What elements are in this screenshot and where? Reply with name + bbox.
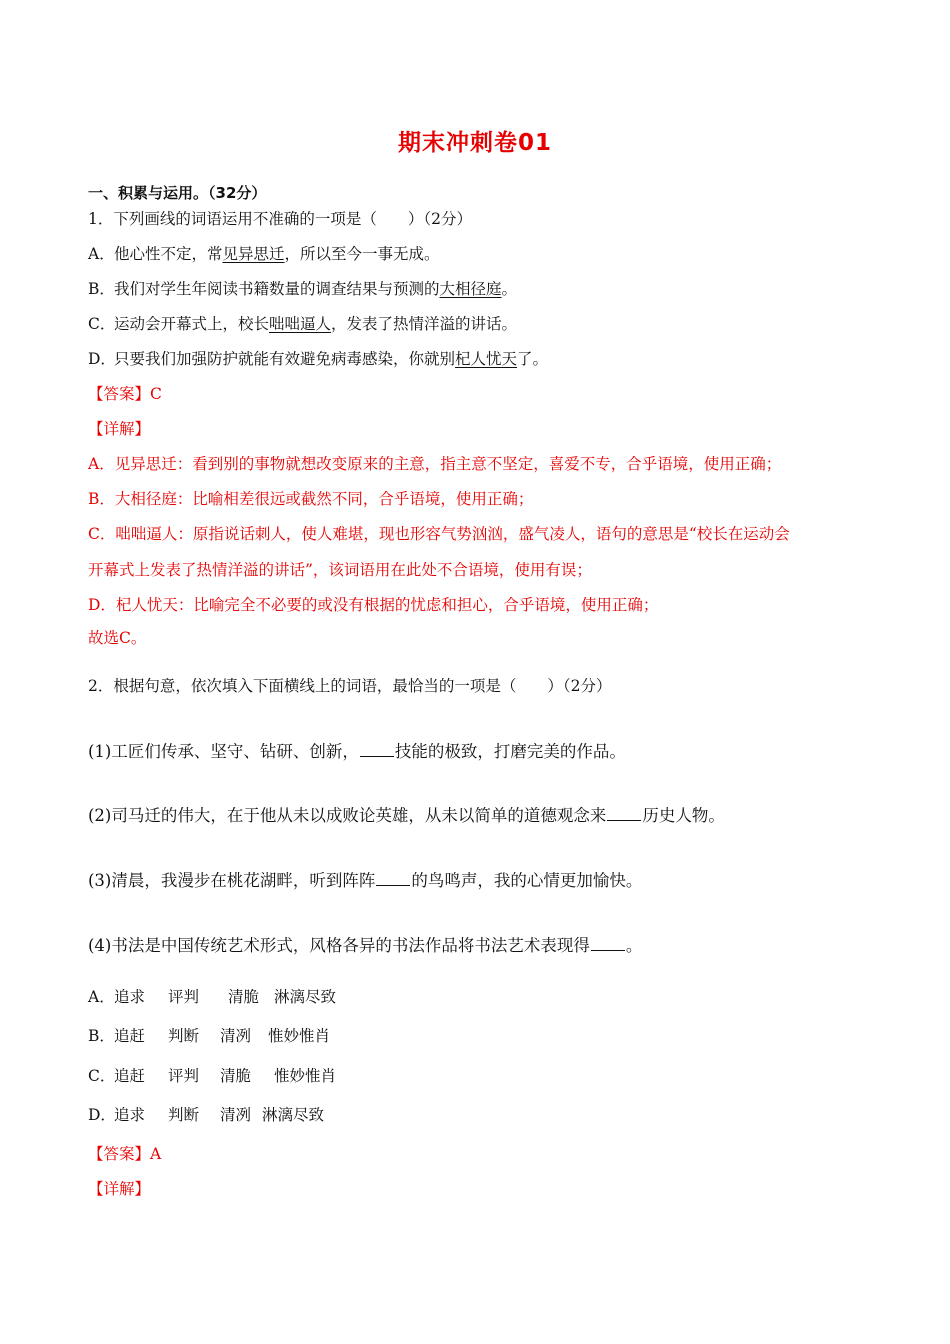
underlined-idiom: 见异思迁 bbox=[222, 245, 285, 263]
q2-option-d bbox=[88, 1103, 324, 1125]
sentence-text: 历史人物。 bbox=[642, 806, 725, 825]
option-text: 。 bbox=[501, 280, 518, 298]
q2-sentence-2 bbox=[88, 802, 725, 826]
q1-option-c bbox=[88, 312, 517, 334]
q1-answer bbox=[88, 382, 162, 404]
option-text: ，发表了热情洋溢的讲话。 bbox=[331, 315, 518, 333]
q1-explanation-d: D．杞人忧天：比喻完全不必要的或没有根据的忧虑和担心，合乎语境，使用正确； bbox=[88, 596, 659, 614]
q1-option-d bbox=[88, 347, 548, 369]
q1-explanation-c: C．咄咄逼人：原指说话刺人，使人难堪，现也形容气势汹汹，盛气凌人，语句的意思是“校长在运动会 bbox=[88, 525, 790, 543]
option-word: 追赶 bbox=[114, 1027, 146, 1045]
option-text: 运动会开幕式上，校长 bbox=[114, 315, 270, 333]
option-word: 追赶 bbox=[114, 1067, 146, 1085]
option-word: 淋漓尽致 bbox=[262, 1106, 325, 1124]
sentence-text: 技能的极致，打磨完美的作品。 bbox=[394, 742, 626, 761]
q2-option-b bbox=[88, 1024, 330, 1046]
q1-detail-tag: 【详解】 bbox=[88, 420, 151, 438]
answer-tag: 【答案】 bbox=[88, 385, 151, 403]
option-text: ，所以至今一事无成。 bbox=[284, 245, 440, 263]
q2-option-a bbox=[88, 985, 336, 1007]
option-word: 淋漓尽致 bbox=[274, 988, 337, 1006]
sentence-number: (3) bbox=[88, 871, 112, 890]
underlined-idiom: 杞人忧天 bbox=[455, 350, 518, 368]
q2-sentence-1 bbox=[88, 738, 626, 762]
option-word: 评判 bbox=[168, 1067, 200, 1085]
q1-option-a bbox=[88, 242, 440, 264]
option-word: 评判 bbox=[168, 988, 200, 1006]
sentence-text: 清晨，我漫步在桃花湖畔，听到阵阵 bbox=[111, 871, 376, 890]
option-text: 只要我们加强防护就能有效避免病毒感染，你就别 bbox=[114, 350, 456, 368]
option-word: 清冽 bbox=[220, 1027, 252, 1045]
option-word: 清脆 bbox=[220, 1067, 252, 1085]
q2-detail-tag: 【详解】 bbox=[88, 1180, 151, 1198]
option-text: 他心性不定，常 bbox=[114, 245, 223, 263]
q2-sentence-3 bbox=[88, 867, 642, 891]
q2-answer bbox=[88, 1142, 161, 1164]
underlined-idiom: 大相径庭 bbox=[439, 280, 502, 298]
option-word: 清脆 bbox=[228, 988, 260, 1006]
sentence-text: 司马迁的伟大，在于他从未以成败论英雄，从未以简单的道德观念来 bbox=[111, 806, 607, 825]
sentence-number: (2) bbox=[88, 806, 112, 825]
q1-explanation-a: A．见异思迁：看到别的事物就想改变原来的主意，指主意不坚定，喜爱不专，合乎语境，使用正确； bbox=[88, 455, 782, 473]
option-label: B． bbox=[88, 1027, 115, 1045]
option-label: A． bbox=[88, 245, 115, 263]
option-label: A． bbox=[88, 988, 115, 1006]
sentence-text: 书法是中国传统艺术形式，风格各异的书法作品将书法艺术表现得 bbox=[111, 936, 590, 955]
option-word: 惟妙惟肖 bbox=[274, 1067, 337, 1085]
question-1-stem: 1．下列画线的词语运用不准确的一项是（ ）（2分） bbox=[88, 210, 472, 228]
option-label: C． bbox=[88, 1067, 116, 1085]
answer-value: A bbox=[150, 1145, 162, 1163]
fill-blank bbox=[360, 744, 394, 757]
option-word: 追求 bbox=[114, 988, 146, 1006]
section-heading: 一、积累与运用。（32分） bbox=[88, 184, 267, 202]
answer-value: C bbox=[150, 385, 162, 403]
option-label: D． bbox=[88, 1106, 116, 1124]
fill-blank bbox=[591, 938, 625, 951]
fill-blank bbox=[376, 873, 410, 886]
option-word: 追求 bbox=[114, 1106, 146, 1124]
option-text: 我们对学生年阅读书籍数量的调查结果与预测的 bbox=[114, 280, 440, 298]
sentence-text: 工匠们传承、坚守、钻研、创新， bbox=[111, 742, 359, 761]
option-label: C． bbox=[88, 315, 116, 333]
option-label: D． bbox=[88, 350, 116, 368]
q2-option-c bbox=[88, 1064, 336, 1086]
option-word: 清冽 bbox=[220, 1106, 252, 1124]
option-word: 判断 bbox=[168, 1027, 200, 1045]
option-text: 了。 bbox=[517, 350, 549, 368]
sentence-text: 的鸟鸣声，我的心情更加愉快。 bbox=[411, 871, 643, 890]
answer-tag: 【答案】 bbox=[88, 1145, 151, 1163]
option-word: 判断 bbox=[168, 1106, 200, 1124]
page-title: 期末冲刺卷01 bbox=[397, 130, 552, 156]
q1-option-b bbox=[88, 277, 517, 299]
question-2-stem: 2．根据句意，依次填入下面横线上的词语，最恰当的一项是（ ）（2分） bbox=[88, 677, 612, 695]
sentence-text: 。 bbox=[625, 936, 643, 955]
sentence-number: (4) bbox=[88, 936, 112, 955]
fill-blank bbox=[607, 808, 641, 821]
q1-conclusion: 故选C。 bbox=[88, 629, 147, 647]
q1-explanation-b: B．大相径庭：比喻相差很远或截然不同，合乎语境，使用正确； bbox=[88, 490, 534, 508]
option-word: 惟妙惟肖 bbox=[268, 1027, 331, 1045]
sentence-number: (1) bbox=[88, 742, 112, 761]
underlined-idiom: 咄咄逼人 bbox=[269, 315, 332, 333]
q1-explanation-c-cont: 开幕式上发表了热情洋溢的讲话”，该词语用在此处不合语境，使用有误； bbox=[88, 561, 592, 579]
option-label: B． bbox=[88, 280, 115, 298]
q2-sentence-4 bbox=[88, 932, 642, 956]
